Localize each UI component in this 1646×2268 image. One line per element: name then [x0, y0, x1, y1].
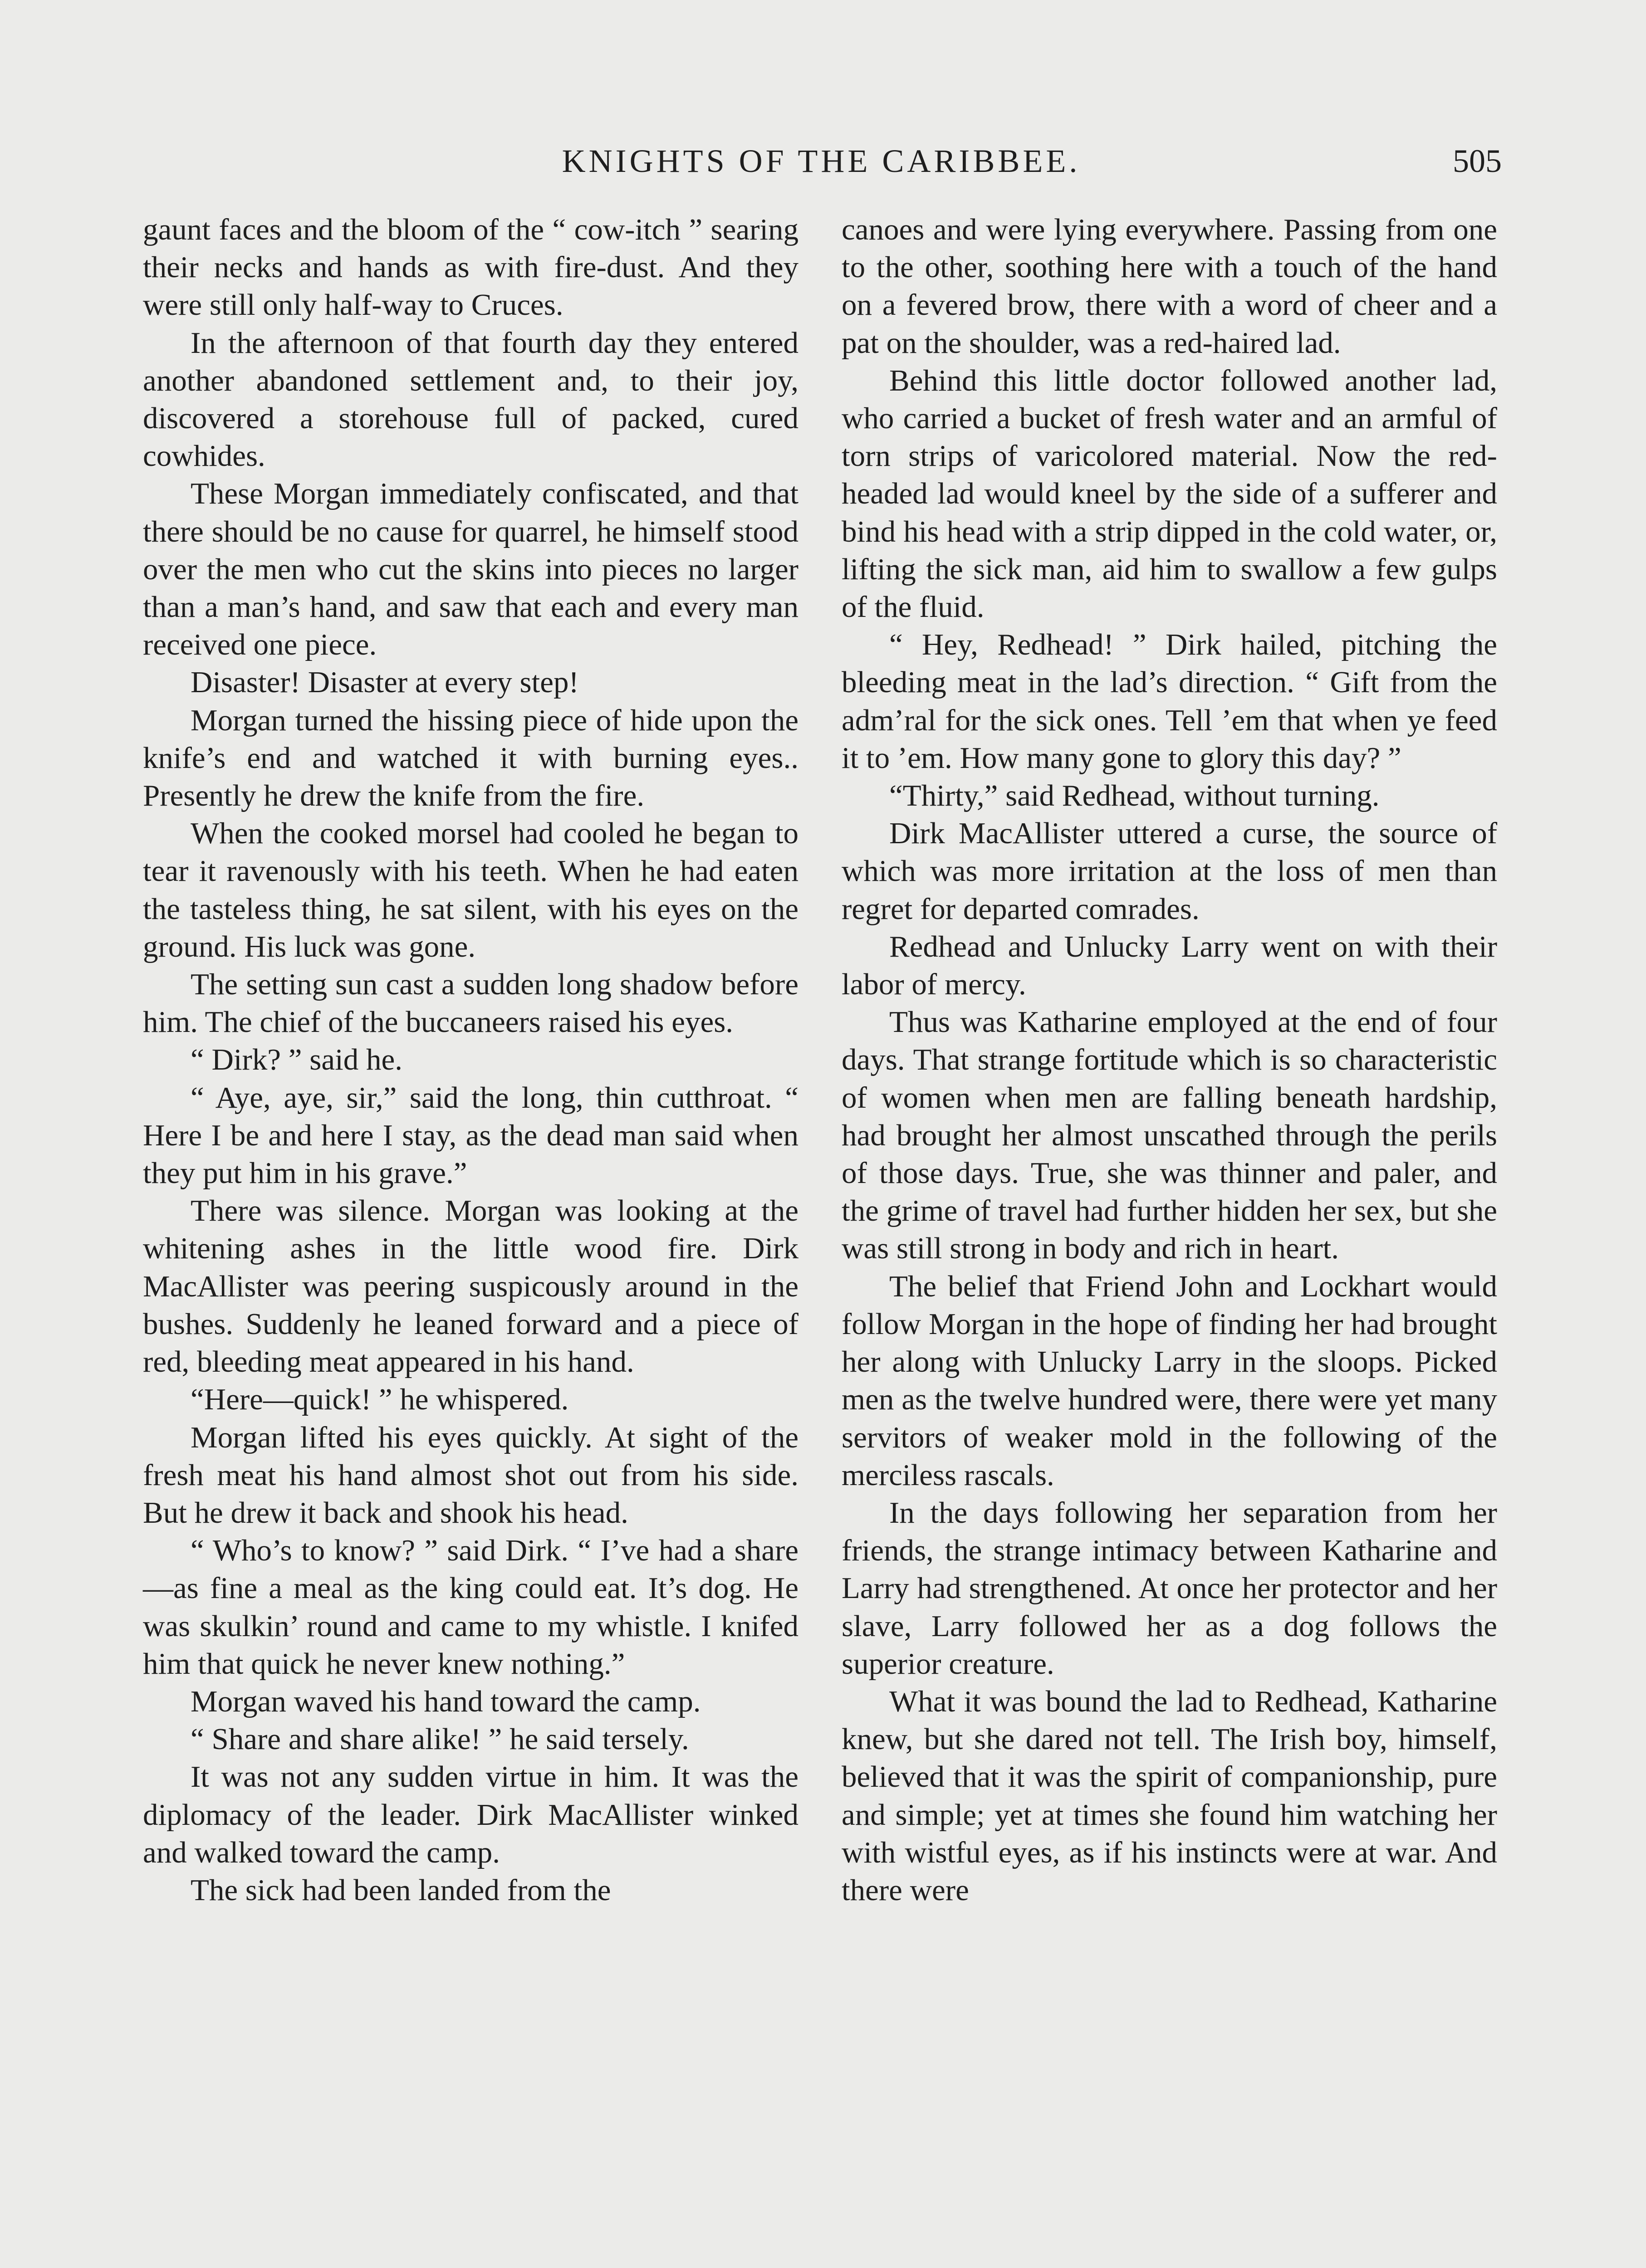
paragraph: “ Dirk? ” said he. [191, 1043, 402, 1077]
paragraph: gaunt faces and the bloom of the “ cow-itch ” searing their necks and hands as with fire-dust. And they were still only half-way to Cruces. [143, 213, 799, 322]
paragraph: The sick had been landed from the [191, 1873, 611, 1907]
paragraph: These Morgan immediately confiscated, and that there should be no cause for quarrel, he himself stood over the men who cut the skins into pieces no larger than a man’s hand, and saw that each and every man received one piece. [143, 477, 799, 662]
paragraph: “Thirty,” said Redhead, without turning. [889, 779, 1380, 813]
paragraph: In the afternoon of that fourth day they entered another abandoned settlement and, to their joy, discovered a storehouse full of packed, cured cowhides. [143, 326, 799, 473]
right-column [842, 211, 1497, 2268]
paragraph: Morgan lifted his eyes quickly. At sight of the fresh meat his hand almost shot out from his side. But he drew it back and shook his head. [143, 1420, 799, 1530]
paragraph: “Here—quick! ” he whispered. [191, 1383, 569, 1417]
left-column [143, 211, 799, 2268]
paragraph: Thus was Katharine employed at the end of four days. That strange fortitude which is so characteristic of women when men are falling beneath hardship, had brought her almost unscathed through the perils of those days. True, she was thinner and paler, and the grime of travel had further hidden her sex, but she was still strong in body and rich in heart. [842, 1005, 1497, 1266]
paragraph: What it was bound the lad to Redhead, Katharine knew, but she dared not tell. The Irish boy, himself, believed that it was the spirit of companionship, pure and simple; yet at times she found him watching her with wistful eyes, as if his instincts were at war. And there were [842, 1684, 1497, 1907]
paragraph: “ Share and share alike! ” he said tersely. [191, 1722, 689, 1756]
paragraph: Morgan waved his hand toward the camp. [191, 1684, 701, 1718]
paragraph: It was not any sudden virtue in him. It was the diplomacy of the leader. Dirk MacAllister winked and walked toward the camp. [143, 1760, 799, 1869]
paragraph: “ Aye, aye, sir,” said the long, thin cutthroat. “ Here I be and here I stay, as the dead man said when they put him in his grave.” [143, 1080, 799, 1190]
paragraph: “ Who’s to know? ” said Dirk. “ I’ve had a share—as fine a meal as the king could eat. It’s dog. He was skulkin’ round and came to my whistle. I knifed him that quick he never knew nothing.” [143, 1534, 799, 1681]
paragraph: “ Hey, Redhead! ” Dirk hailed, pitching the bleeding meat in the lad’s direction. “ Gift from the adm’ral for the sick ones. Tell ’em that when ye feed it to ’em. How many gone to glory this day? ” [842, 628, 1497, 775]
running-head [141, 136, 1502, 186]
paragraph: The setting sun cast a sudden long shadow before him. The chief of the buccaneers raised his eyes. [143, 968, 799, 1039]
page-number: 505 [1453, 143, 1502, 179]
running-title: KNIGHTS OF THE CARIBBEE. [562, 143, 1081, 179]
paragraph: The belief that Friend John and Lockhart would follow Morgan in the hope of finding her had brought her along with Unlucky Larry in the sloops. Picked men as the twelve hundred were, there were yet many servitors of weaker mold in the following of the merciless rascals. [842, 1269, 1497, 1492]
paragraph: When the cooked morsel had cooled he began to tear it ravenously with his teeth. When he had eaten the tasteless thing, he sat silent, with his eyes on the ground. His luck was gone. [143, 816, 799, 963]
paragraph: Disaster! Disaster at every step! [191, 665, 579, 699]
paragraph: Behind this little doctor followed another lad, who carried a bucket of fresh water and an armful of torn strips of varicolored material. Now the red-headed lad would kneel by the side of a sufferer and bind his head with a strip dipped in the cold water, or, lifting the sick man, aid him to swallow a few gulps of the fluid. [842, 363, 1497, 624]
paragraph: In the days following her separation from her friends, the strange intimacy between Katharine and Larry had strengthened. At once her protector and her slave, Larry followed her as a dog follows the superior creature. [842, 1496, 1497, 1681]
paragraph: There was silence. Morgan was looking at the whitening ashes in the little wood fire. Dirk MacAllister was peering suspicously around in the bushes. Suddenly he leaned forward and a piece of red, bleeding meat appeared in his hand. [143, 1194, 799, 1379]
paragraph: canoes and were lying everywhere. Passing from one to the other, soothing here with a touch of the hand on a fevered brow, there with a word of cheer and a pat on the shoulder, was a red-haired lad. [842, 213, 1497, 360]
paragraph: Redhead and Unlucky Larry went on with their labor of mercy. [842, 929, 1497, 1002]
paragraph: Morgan turned the hissing piece of hide upon the knife’s end and watched it with burning eyes.. Presently he drew the knife from the fire. [143, 703, 799, 813]
paragraph: Dirk MacAllister uttered a curse, the source of which was more irritation at the loss of men than regret for departed comrades. [842, 816, 1497, 926]
